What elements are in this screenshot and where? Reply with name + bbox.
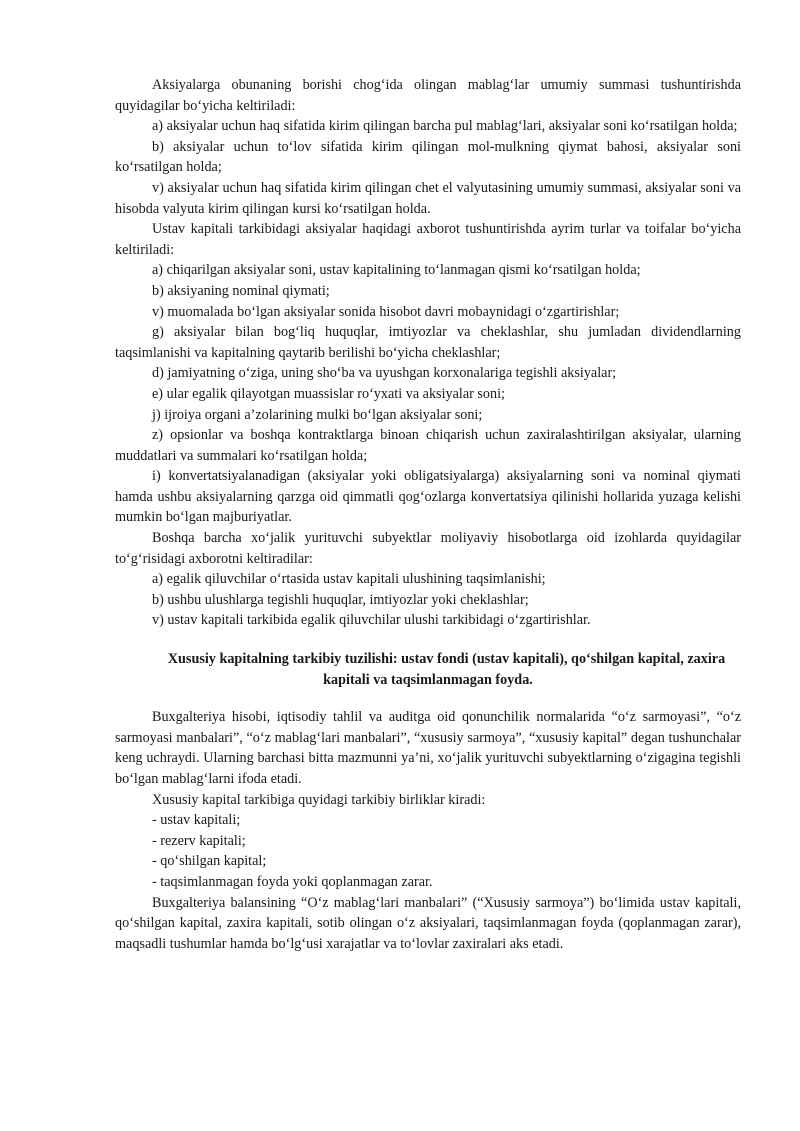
list-item: - rezerv kapitali; xyxy=(152,832,246,849)
list-item: v) ustav kapitali tarkibida egalik qiluvchilar ulushi tarkibidagi o‘zgartirishlar. xyxy=(152,612,591,629)
list-item: b) ushbu ulushlarga tegishli huquqlar, imtiyozlar yoki cheklashlar; xyxy=(152,591,529,608)
list-item: e) ular egalik qilayotgan muassislar ro‘yxati va aksiyalar soni; xyxy=(152,385,506,402)
list-item: - qo‘shilgan kapital; xyxy=(152,853,267,870)
list-item: i) konvertatsiyalanadigan (aksiyalar yoki obligatsiyalarga) aksiyalarning soni va nominal qiymati hamda ushbu aksiyalarning qarzga oid qimmatli qog‘ozlarga konvertatsiya qilinishi hollarida yuzaga kelishi mumkin bo‘lgan majburiyatlar. xyxy=(115,468,741,526)
section-heading: Xususiy kapitalning tarkibiy tuzilishi: ustav fondi (ustav kapitali), qo‘shilgan kapital, zaxira kapitali va taqsimlanmagan foyda. xyxy=(167,651,726,688)
list-item: - taqsimlanmagan foyda yoki qoplanmagan zarar. xyxy=(152,873,433,890)
list-item: v) muomalada bo‘lgan aksiyalar sonida hisobot davri mobaynidagi o‘zgartirishlar; xyxy=(152,303,620,320)
list-item: a) egalik qiluvchilar o‘rtasida ustav kapitali ulushining taqsimlanishi; xyxy=(152,571,546,588)
paragraph: Boshqa barcha xo‘jalik yurituvchi subyektlar moliyaviy hisobotlarga oid izohlarda quyidagilar to‘g‘risidagi axborotni keltiradilar: xyxy=(115,530,741,567)
list-item: d) jamiyatning o‘ziga, uning sho‘ba va uyushgan korxonalariga tegishli aksiyalar; xyxy=(152,365,617,382)
list-item: z) opsionlar va boshqa kontraktlarga binoan chiqarish uchun zaxiralashtirilgan aksiyalar, ularning muddatlari va summalari ko‘rsatilgan holda; xyxy=(115,427,741,464)
paragraph: Buxgalteriya balansining “O‘z mablag‘lari manbalari” (“Xususiy sarmoya”) bo‘limida ustav kapitali, qo‘shilgan kapital, zaxira kapitali, sotib olingan o‘z aksiyalari, taqsimlanmagan foyda (qoplanmagan zarar), maqsadli tushumlar hamda bo‘lg‘usi xarajatlar va to‘lovlar zaxiralari aks etadi. xyxy=(115,894,741,952)
list-item: a) aksiyalar uchun haq sifatida kirim qilingan barcha pul mablag‘lari, aksiyalar soni ko‘rsatilgan holda; xyxy=(152,118,738,135)
list-item: a) chiqarilgan aksiyalar soni, ustav kapitalining to‘lanmagan qismi ko‘rsatilgan holda; xyxy=(152,262,641,279)
list-item: j) ijroiya organi a’zolarining mulki bo‘lgan aksiyalar soni; xyxy=(152,406,483,423)
list-item: g) aksiyalar bilan bog‘liq huquqlar, imtiyozlar va cheklashlar, shu jumladan dividendlarning taqsimlanishi va kapitalning qaytarib berilishi bo‘yicha cheklashlar; xyxy=(115,324,741,361)
list-item: b) aksiyaning nominal qiymati; xyxy=(152,282,330,299)
paragraph: Xususiy kapital tarkibiga quyidagi tarkibiy birliklar kiradi: xyxy=(152,791,486,808)
list-item: - ustav kapitali; xyxy=(152,812,241,829)
paragraph: Ustav kapitali tarkibidagi aksiyalar haqidagi axborot tushuntirishda ayrim turlar va toifalar bo‘yicha keltiriladi: xyxy=(115,221,741,258)
list-item: v) aksiyalar uchun haq sifatida kirim qilingan chet el valyutasining umumiy summasi, aksiyalar soni va hisobda valyuta kirim qilingan kursi ko‘rsatilgan holda. xyxy=(115,179,741,217)
paragraph: Buxgalteriya hisobi, iqtisodiy tahlil va auditga oid qonunchilik normalarida “o‘z sarmoyasi”, “o‘z sarmoyasi manbalari”, “o‘z mablag‘lari manbalari”, “xususiy sarmoya”, “xususiy kapital” degan tushunchalar keng uchraydi. Ularning barchasi bitta mazmunni ya’ni, xo‘jalik yurituvchi subyektlarning o‘zigagina tegishli bo‘lgan mablag‘larni ifoda etadi. xyxy=(115,709,741,787)
list-item: b) aksiyalar uchun to‘lov sifatida kirim qilingan mol-mulkning qiymat bahosi, aksiyalar soni ko‘rsatilgan holda; xyxy=(115,138,741,176)
document-page xyxy=(115,75,741,954)
paragraph: Aksiyalarga obunaning borishi chog‘ida olingan mablag‘lar umumiy summasi tushuntirishda quyidagilar bo‘yicha keltiriladi: xyxy=(115,77,741,114)
